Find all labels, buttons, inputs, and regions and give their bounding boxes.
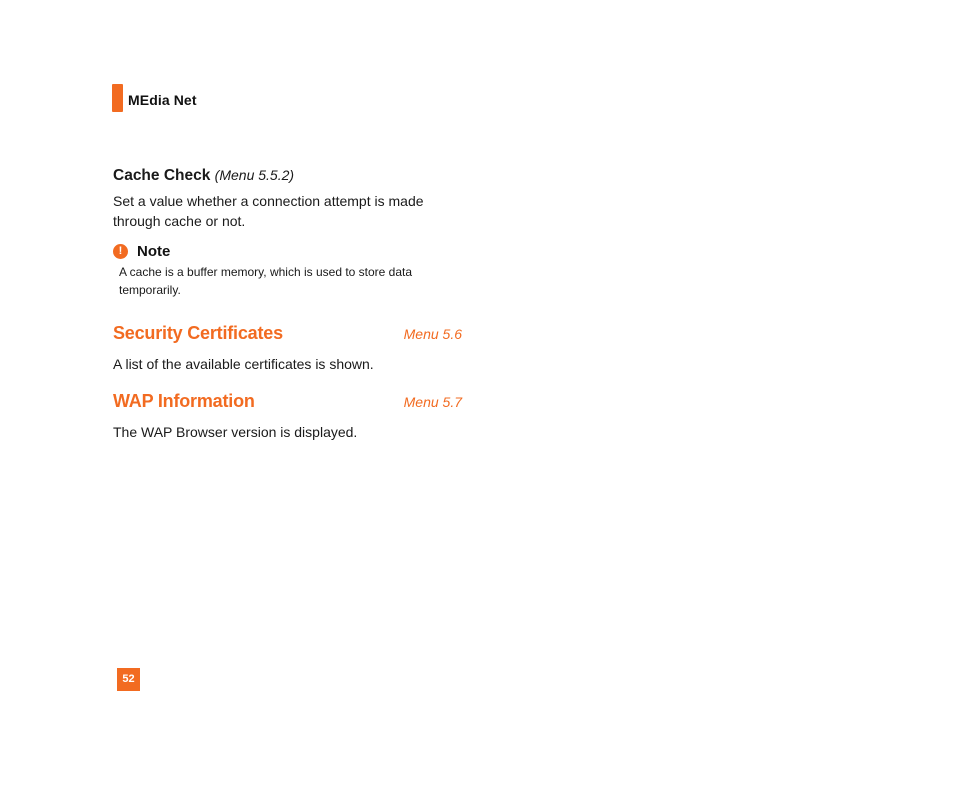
cache-check-menu-ref: (Menu 5.5.2) [214, 167, 295, 183]
note-text [119, 263, 463, 299]
wap-information-menu-ref: Menu 5.7 [403, 394, 462, 410]
note-label: Note [137, 242, 171, 260]
cache-check-heading [113, 164, 463, 187]
security-certificates-menu-ref: Menu 5.6 [403, 326, 462, 342]
security-certificates-header [113, 323, 462, 344]
wap-information-description: The WAP Browser version is displayed. [113, 424, 358, 440]
page-section-title: MEdia Net [128, 92, 197, 108]
page-number: 52 [117, 668, 140, 691]
section-marker-bar [112, 84, 123, 112]
note-text-line1: A cache is a buffer memory, which is used to store data [119, 265, 413, 279]
cache-check-description [113, 191, 463, 231]
cache-check-title: Cache Check [113, 167, 211, 184]
cache-check-description-line2: through cache or not. [113, 213, 246, 229]
exclamation-icon: ! [113, 244, 128, 259]
wap-information-header [113, 391, 462, 412]
cache-check-description-line1: Set a value whether a connection attempt is made [113, 193, 424, 209]
security-certificates-title: Security Certificates [113, 323, 283, 343]
main-content [113, 164, 463, 442]
wap-information-title: WAP Information [113, 391, 255, 411]
note-header [113, 242, 463, 260]
note-text-line2: temporarily. [119, 283, 181, 297]
security-certificates-description: A list of the available certificates is shown. [113, 356, 374, 372]
